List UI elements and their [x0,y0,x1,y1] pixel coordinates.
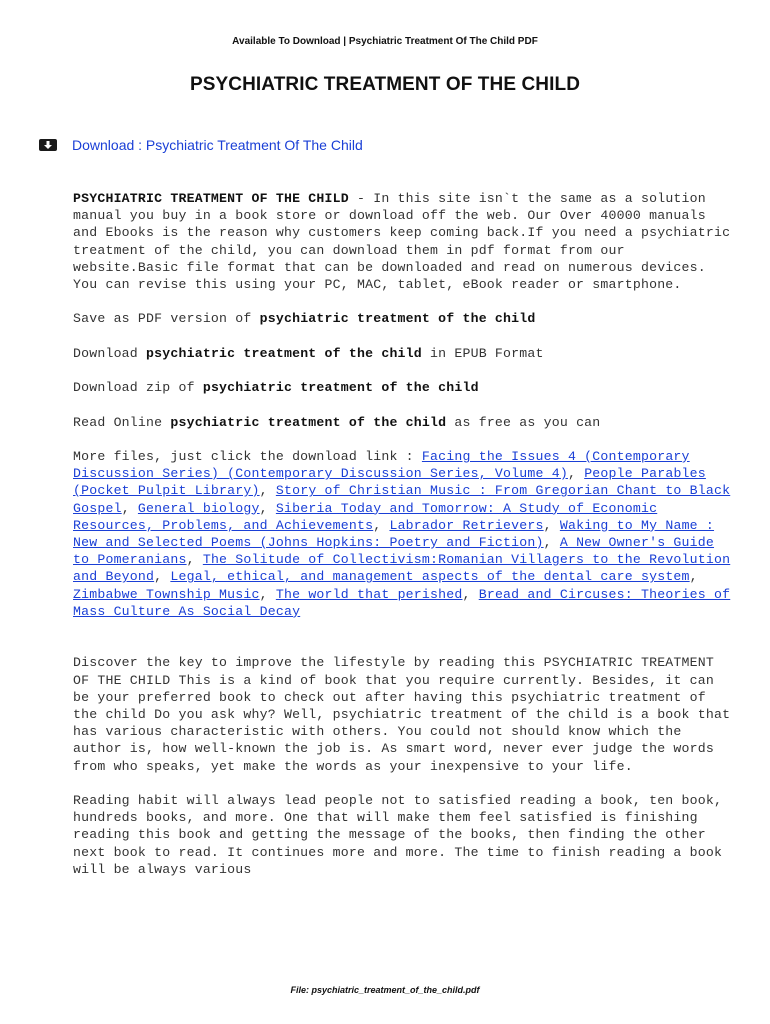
more-file-link[interactable]: Waking to My Name : New and Selected Poems (Johns Hopkins: Poetry and Fiction) [73,517,715,550]
more-file-link[interactable]: General biology [137,500,260,516]
more-file-link[interactable]: People Parables (Pocket Pulpit Library) [73,466,706,499]
read-online-line: Read Online psychiatric treatment of the child as free as you can [73,414,601,430]
page-title: PSYCHIATRIC TREATMENT OF THE CHILD [189,74,581,95]
save-pdf-line: Save as PDF version of psychiatric treatment of the child [73,311,536,327]
intro-text: - In this site isn`t the same as a solution manual you buy in a book store or download off the web. Our Over 40000 manuals and Ebooks is the reason why customers keep coming back.If you need a psychiatric treatment of the child, you can download them in pdf format from our website.Basic file format that can be downloaded and read on numerous devices. You can revise this using your PC, MAC, tablet, eBook reader or smartphone. [73,191,731,293]
page-header: Available To Download | Psychiatric Treatment Of The Child PDF [232,36,538,47]
download-link[interactable]: Download : Psychiatric Treatment Of The Child [72,137,363,153]
more-file-link[interactable]: The Solitude of Collectivism:Romanian Villagers to the Revolution and Beyond [73,552,731,585]
more-files-intro: More files, just click the download link : [73,448,422,464]
more-files: More files, just click the download link : Facing the Issues 4 (Contemporary Discussion Series) (Contemporary Discussion Series, Volume 4), People Parables (Pocket Pulpit Library), Story of Christian Music : From Gregorian Chant to Black Gospel, General biology, Siberia Today and Tomorrow: A Study of Economic Resources, Problems, and Achievements, Labrador Retrievers, Waking to My Name : New and Selected Poems (Johns Hopkins: Poetry and Fiction), A New Owner's Guide to Pomeranians, The Solitude of Collectivism:Romanian Villagers to the Revolution and Beyond, Legal, ethical, and management aspects of the dental care system, Zimbabwe Township Music, The world that perished, Bread and Circuses: Theories of Mass Culture As Social Decay [73,448,731,619]
zip-line: Download zip of psychiatric treatment of the child [73,380,479,396]
body-paragraph: Discover the key to improve the lifestyle by reading this PSYCHIATRIC TREATMENT OF THE CHILD This is a kind of book that you require currently. Besides, it can be your preferred book to check out after having this psychiatric treatment of the child Do you ask why? Well, psychiatric treatment of the child is a book that has various characteristic with others. You could not should know which the author is, how well-known the job is. As smart word, never ever judge the words from who speaks, yet make the words as your inexpensive to your life. [73,655,731,774]
more-file-link[interactable]: Bread and Circuses: Theories of Mass Culture As Social Decay [73,586,731,619]
body-paragraph: Reading habit will always lead people not to satisfied reading a book, ten book, hundreds books, and more. One that will make them feel satisfied is finishing reading this book and getting the message of the books, then finding the other next book to read. It continues more and more. The time to finish reading a book will be always various [73,793,723,877]
page-footer: File: psychiatric_treatment_of_the_child.pdf [290,985,480,995]
intro-paragraph [73,190,733,293]
more-file-link[interactable]: Zimbabwe Township Music [73,586,260,602]
download-row [39,137,363,153]
epub-line: Download psychiatric treatment of the child in EPUB Format [73,345,544,361]
document-body [73,190,733,895]
download-icon[interactable] [39,139,57,151]
more-file-link[interactable]: Facing the Issues 4 (Contemporary Discussion Series) (Contemporary Discussion Series, Volume 4) [73,448,690,482]
more-file-link[interactable]: Siberia Today and Tomorrow: A Study of Economic Resources, Problems, and Achievements [73,500,658,533]
more-file-link[interactable]: Story of Christian Music : From Gregorian Chant to Black Gospel [73,483,731,516]
intro-title: PSYCHIATRIC TREATMENT OF THE CHILD [73,191,349,206]
more-file-link[interactable]: Labrador Retrievers [389,517,544,533]
more-file-link[interactable]: The world that perished [275,586,463,602]
more-file-link[interactable]: A New Owner's Guide to Pomeranians [73,534,715,568]
more-file-link[interactable]: Legal, ethical, and management aspects of the dental care system [170,569,690,585]
